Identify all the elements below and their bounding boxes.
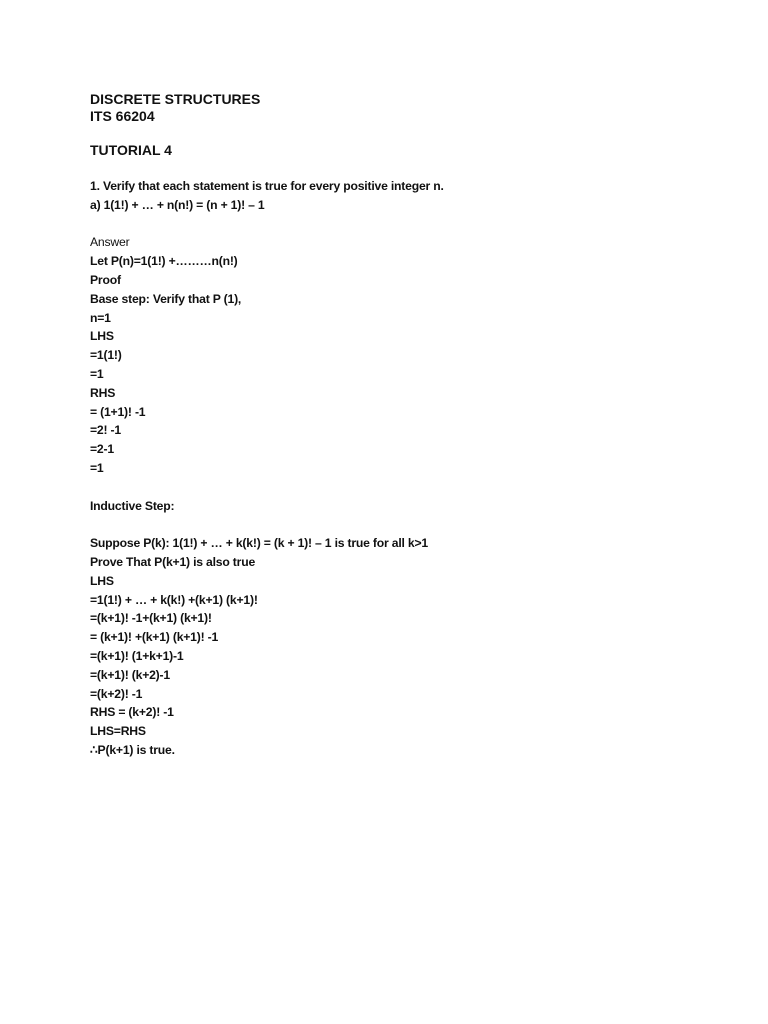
let-statement: Let P(n)=1(1!) +………n(n!)	[90, 254, 238, 269]
base-line: LHS	[90, 329, 114, 344]
blank-line	[90, 478, 710, 497]
inductive-line: =(k+2)! -1	[90, 686, 143, 701]
blank-line	[90, 515, 710, 534]
question-prompt: 1. Verify that each statement is true for every positive integer n.	[90, 179, 444, 193]
tutorial-title: TUTORIAL 4	[90, 142, 172, 158]
inductive-line: LHS=RHS	[90, 724, 146, 739]
conclusion-line: ∴P(k+1) is true.	[90, 742, 175, 757]
base-step: Base step: Verify that P (1),	[90, 291, 242, 306]
base-line: = (1+1)! -1	[90, 404, 146, 419]
inductive-line: =(k+1)! (1+k+1)-1	[90, 648, 184, 663]
inductive-line: =(k+1)! -1+(k+1) (k+1)!	[90, 611, 212, 626]
base-line: n=1	[90, 310, 111, 325]
inductive-line: RHS = (k+2)! -1	[90, 705, 174, 720]
course-code: ITS 66204	[90, 108, 155, 124]
answer-heading: Answer	[90, 235, 130, 250]
document-body	[90, 177, 710, 760]
suppose-statement: Suppose P(k): 1(1!) + … + k(k!) = (k + 1)! – 1 is true for all k>1	[90, 536, 428, 551]
blank-line	[90, 215, 710, 234]
document-header	[90, 91, 260, 125]
inductive-line: = (k+1)! +(k+1) (k+1)! -1	[90, 630, 219, 645]
base-line: =2-1	[90, 442, 114, 457]
base-line: RHS	[90, 385, 116, 400]
base-line: =1	[90, 460, 104, 475]
prove-that-statement: Prove That P(k+1) is also true	[90, 554, 256, 569]
inductive-heading: Inductive Step:	[90, 498, 175, 513]
base-line: =2! -1	[90, 423, 121, 438]
base-line: =1(1!)	[90, 348, 122, 363]
inductive-line: LHS	[90, 573, 114, 588]
course-title: DISCRETE STRUCTURES	[90, 91, 261, 107]
inductive-line: =1(1!) + … + k(k!) +(k+1) (k+1)!	[90, 592, 258, 607]
proof-heading: Proof	[90, 272, 121, 287]
question-part-a: a) 1(1!) + … + n(n!) = (n + 1)! – 1	[90, 197, 265, 212]
base-line: =1	[90, 366, 104, 381]
inductive-line: =(k+1)! (k+2)-1	[90, 667, 170, 682]
